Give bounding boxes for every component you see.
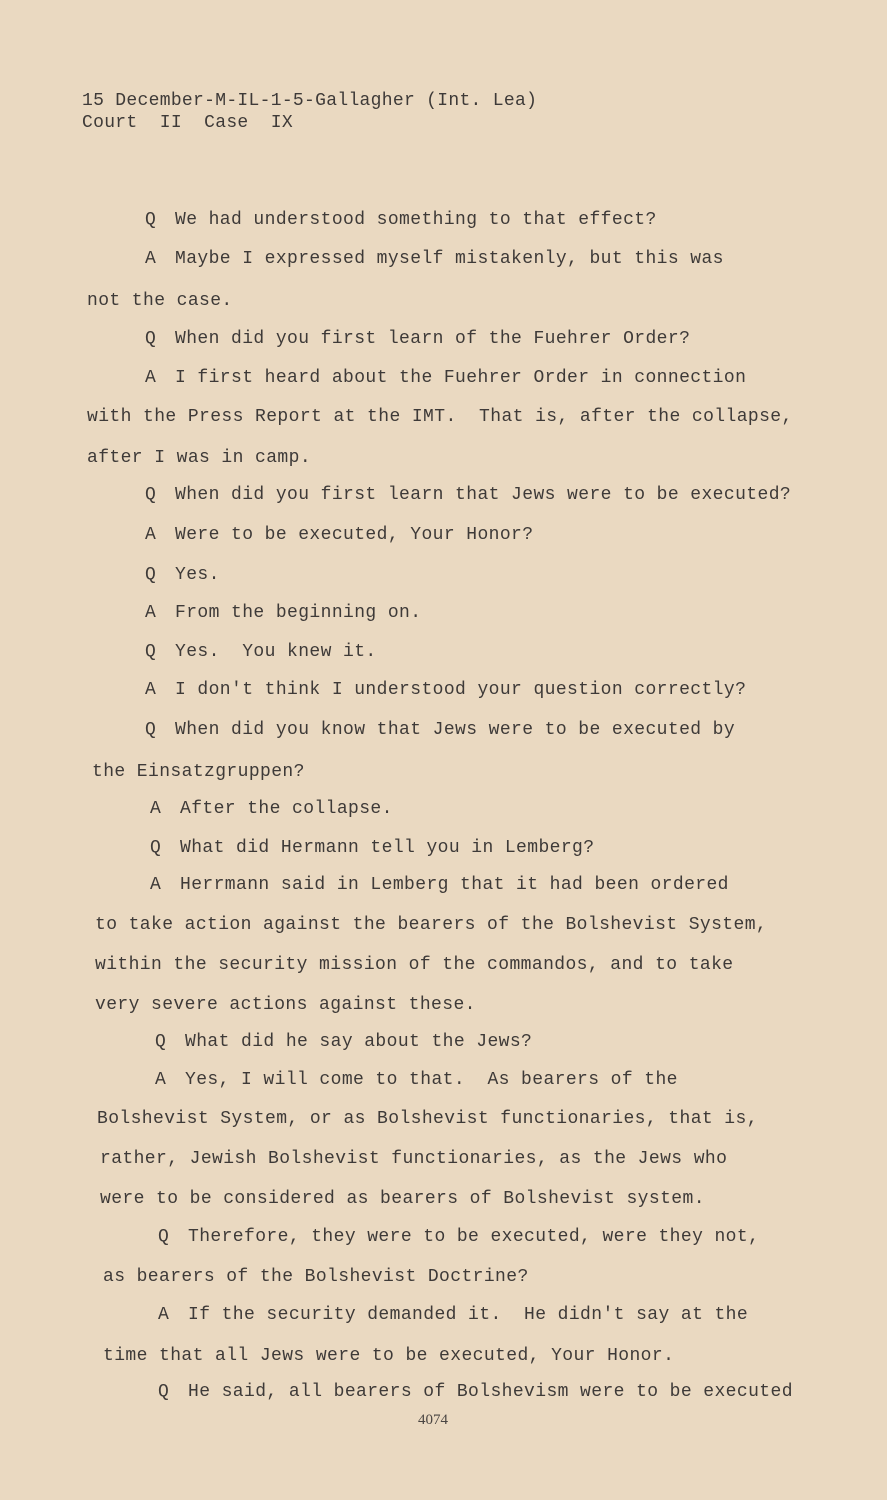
- transcript-line: [150, 874, 729, 896]
- line-text: Yes.: [175, 565, 220, 585]
- speaker-label: Q: [145, 720, 157, 740]
- transcript-line: [145, 328, 690, 350]
- speaker-label: A: [145, 525, 157, 545]
- transcript-line: [145, 641, 377, 663]
- line-text: after I was in camp.: [87, 448, 312, 468]
- speaker-label: A: [145, 249, 157, 269]
- transcript-line: [145, 679, 746, 701]
- line-text: When did you know that Jews were to be executed by: [175, 720, 736, 740]
- transcript-line: [95, 954, 734, 976]
- speaker-label: Q: [158, 1227, 170, 1247]
- line-text: very severe actions against these.: [95, 995, 476, 1015]
- line-text: Yes, I will come to that. As bearers of the: [185, 1070, 678, 1090]
- speaker-label: A: [150, 799, 162, 819]
- transcript-line: [103, 1266, 529, 1288]
- transcript-line: [158, 1304, 748, 1326]
- speaker-label: Q: [145, 485, 157, 505]
- transcript-line: [87, 406, 793, 428]
- transcript-line: [100, 1188, 705, 1210]
- transcript-line: [158, 1226, 759, 1248]
- line-text: Were to be executed, Your Honor?: [175, 525, 534, 545]
- transcript-line: [145, 248, 724, 270]
- line-text: Yes. You knew it.: [175, 642, 377, 662]
- line-text: He said, all bearers of Bolshevism were to be executed: [188, 1382, 793, 1402]
- header-line-1: 15 December-M-IL-1-5-Gallagher (Int. Lea): [82, 91, 538, 111]
- transcript-line: [150, 837, 594, 859]
- line-text: Bolshevist System, or as Bolshevist functionaries, that is,: [97, 1109, 758, 1129]
- transcript-line: [145, 524, 533, 546]
- speaker-label: Q: [145, 642, 157, 662]
- line-text: What did Hermann tell you in Lemberg?: [180, 838, 595, 858]
- speaker-label: A: [145, 680, 157, 700]
- line-text: to take action against the bearers of the Bolshevist System,: [95, 915, 768, 935]
- line-text: From the beginning on.: [175, 603, 422, 623]
- transcript-line: [97, 1108, 758, 1130]
- speaker-label: A: [145, 368, 157, 388]
- line-text: I first heard about the Fuehrer Order in connection: [175, 368, 747, 388]
- speaker-label: Q: [150, 838, 162, 858]
- transcript-line: [145, 209, 657, 231]
- transcript-line: [158, 1381, 793, 1403]
- page-number: 4074: [418, 1412, 448, 1428]
- transcript-line: [155, 1069, 678, 1091]
- transcript-line: [87, 447, 311, 469]
- transcript-line: [155, 1031, 532, 1053]
- transcript-line: [103, 1345, 674, 1367]
- transcript-line: [95, 914, 767, 936]
- speaker-label: A: [155, 1070, 167, 1090]
- transcript-line: [145, 602, 421, 624]
- transcript-line: [95, 994, 476, 1016]
- speaker-label: Q: [155, 1032, 167, 1052]
- document-header: [82, 90, 537, 134]
- speaker-label: Q: [158, 1382, 170, 1402]
- line-text: the Einsatzgruppen?: [92, 762, 305, 782]
- transcript-line: [100, 1148, 727, 1170]
- line-text: not the case.: [87, 291, 233, 311]
- line-text: I don't think I understood your question correctly?: [175, 680, 747, 700]
- line-text: Therefore, they were to be executed, were they not,: [188, 1227, 760, 1247]
- line-text: Maybe I expressed myself mistakenly, but this was: [175, 249, 724, 269]
- speaker-label: Q: [145, 210, 157, 230]
- transcript-line: [87, 290, 233, 312]
- line-text: were to be considered as bearers of Bolshevist system.: [100, 1189, 705, 1209]
- transcript-line: [92, 761, 305, 783]
- line-text: If the security demanded it. He didn't say at the: [188, 1305, 749, 1325]
- speaker-label: Q: [145, 329, 157, 349]
- line-text: When did you first learn of the Fuehrer Order?: [175, 329, 691, 349]
- line-text: After the collapse.: [180, 799, 393, 819]
- transcript-line: [145, 367, 746, 389]
- transcript-line: [150, 798, 393, 820]
- line-text: We had understood something to that effect?: [175, 210, 657, 230]
- line-text: with the Press Report at the IMT. That is, after the collapse,: [87, 407, 793, 427]
- line-text: time that all Jews were to be executed, Your Honor.: [103, 1346, 675, 1366]
- transcript-line: [145, 719, 735, 741]
- transcript-line: [145, 484, 791, 506]
- line-text: rather, Jewish Bolshevist functionaries, as the Jews who: [100, 1149, 728, 1169]
- line-text: What did he say about the Jews?: [185, 1032, 533, 1052]
- speaker-label: Q: [145, 565, 157, 585]
- header-line-2: Court II Case IX: [82, 113, 293, 133]
- speaker-label: A: [145, 603, 157, 623]
- transcript-line: [145, 564, 220, 586]
- line-text: as bearers of the Bolshevist Doctrine?: [103, 1267, 529, 1287]
- speaker-label: A: [158, 1305, 170, 1325]
- line-text: Herrmann said in Lemberg that it had been ordered: [180, 875, 729, 895]
- line-text: When did you first learn that Jews were to be executed?: [175, 485, 792, 505]
- line-text: within the security mission of the commandos, and to take: [95, 955, 734, 975]
- speaker-label: A: [150, 875, 162, 895]
